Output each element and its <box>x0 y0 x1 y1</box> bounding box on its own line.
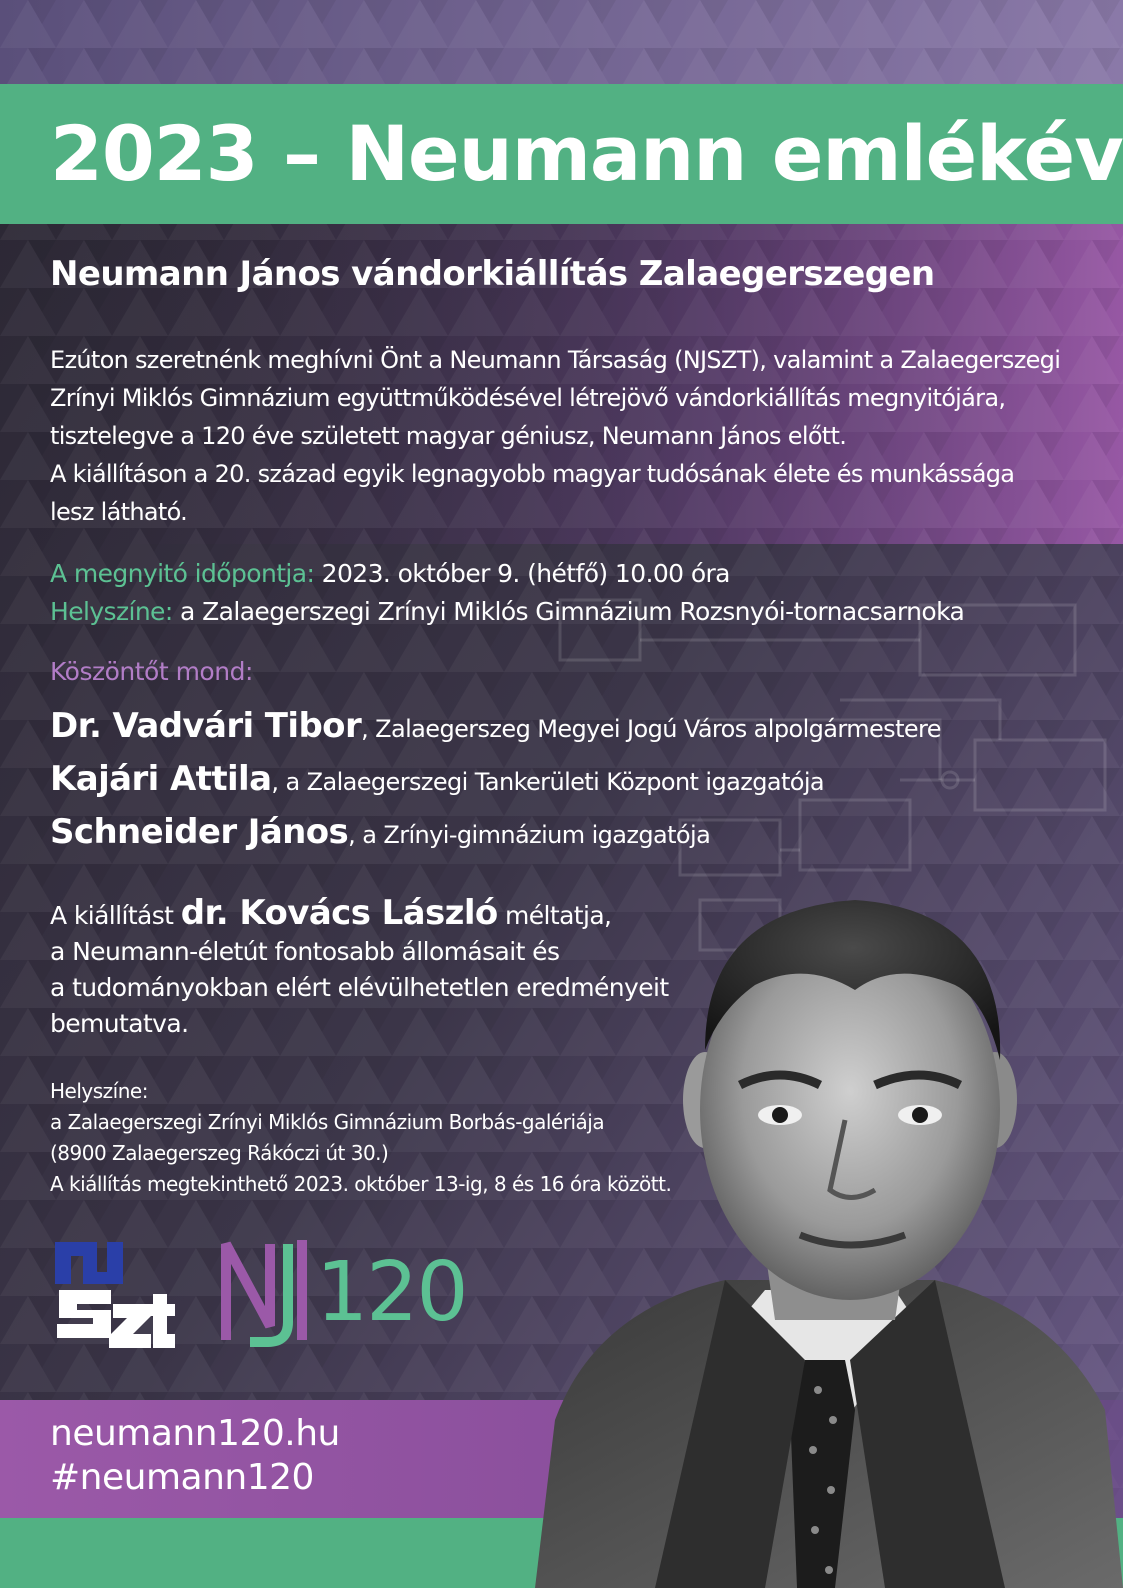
neumann-portrait-image <box>535 890 1123 1588</box>
subtitle: Neumann János vándorkiállítás Zalaegerszegen <box>50 254 935 294</box>
speaker-item <box>50 753 941 806</box>
speaker-name: Schneider János <box>50 812 349 852</box>
title-banner <box>0 84 1123 224</box>
opening-info <box>50 555 964 631</box>
intro-line: tisztelegve a 120 éve született magyar géniusz, Neumann János előtt. <box>50 422 847 450</box>
laudatio-prefix: A kiállítást <box>50 901 181 930</box>
venue-label: Helyszíne: <box>50 1079 148 1103</box>
nj120-logo-text: 120 <box>316 1245 467 1340</box>
speaker-title: , Zalaegerszeg Megyei Jogú Város alpolgármestere <box>361 715 941 743</box>
speaker-title: , a Zrínyi-gimnázium igazgatója <box>348 821 711 849</box>
laudatio-name: dr. Kovács László <box>180 893 498 933</box>
venue-line: (8900 Zalaegerszeg Rákóczi út 30.) <box>50 1141 389 1165</box>
laudatio-line: a Neumann-életút fontosabb állomásait és <box>50 937 560 966</box>
page-title: 2023 – Neumann emlékév <box>50 109 1123 198</box>
hashtag: #neumann120 <box>50 1457 314 1498</box>
greeters-label: Köszöntőt mond: <box>50 657 253 686</box>
opening-date-value: 2023. október 9. (hétfő) 10.00 óra <box>321 559 730 588</box>
intro-line: lesz látható. <box>50 498 188 526</box>
njszt-logo <box>55 1238 175 1356</box>
footer-links <box>50 1412 340 1500</box>
intro-line: A kiállításon a 20. század egyik legnagyobb magyar tudósának élete és munkássága <box>50 460 1015 488</box>
intro-paragraph <box>50 341 1090 531</box>
speaker-name: Dr. Vadvári Tibor <box>50 706 362 746</box>
venue-line: a Zalaegerszegi Zrínyi Miklós Gimnázium Borbás-galériája <box>50 1110 605 1134</box>
laudatio-line: a tudományokban elért elévülhetetlen eredményeit <box>50 973 669 1002</box>
speaker-name: Kajári Attila <box>50 759 272 799</box>
laudatio-suffix: méltatja, <box>497 901 612 930</box>
opening-date-label: A megnyitó időpontja: <box>50 559 315 588</box>
laudatio-line: bemutatva. <box>50 1009 189 1038</box>
opening-place-value: a Zalaegerszegi Zrínyi Miklós Gimnázium Rozsnyói-tornacsarnoka <box>180 597 965 626</box>
intro-line: Ezúton szeretnénk meghívni Önt a Neumann Társaság (NJSZT), valamint a Zalaegerszegi <box>50 346 1061 374</box>
speaker-title: , a Zalaegerszegi Tankerületi Központ igazgatója <box>271 768 825 796</box>
intro-line: Zrínyi Miklós Gimnázium együttműködésével létrejövő vándorkiállítás megnyitójára, <box>50 384 1006 412</box>
opening-date <box>50 555 964 593</box>
speaker-list <box>50 700 941 859</box>
venue-line: A kiállítás megtekinthető 2023. október 13-ig, 8 és 16 óra között. <box>50 1172 672 1196</box>
opening-place <box>50 593 964 631</box>
speaker-item <box>50 806 941 859</box>
opening-place-label: Helyszíne: <box>50 597 173 626</box>
speaker-item <box>50 700 941 753</box>
website-link[interactable]: neumann120.hu <box>50 1413 340 1454</box>
nj120-logo <box>220 1236 467 1348</box>
